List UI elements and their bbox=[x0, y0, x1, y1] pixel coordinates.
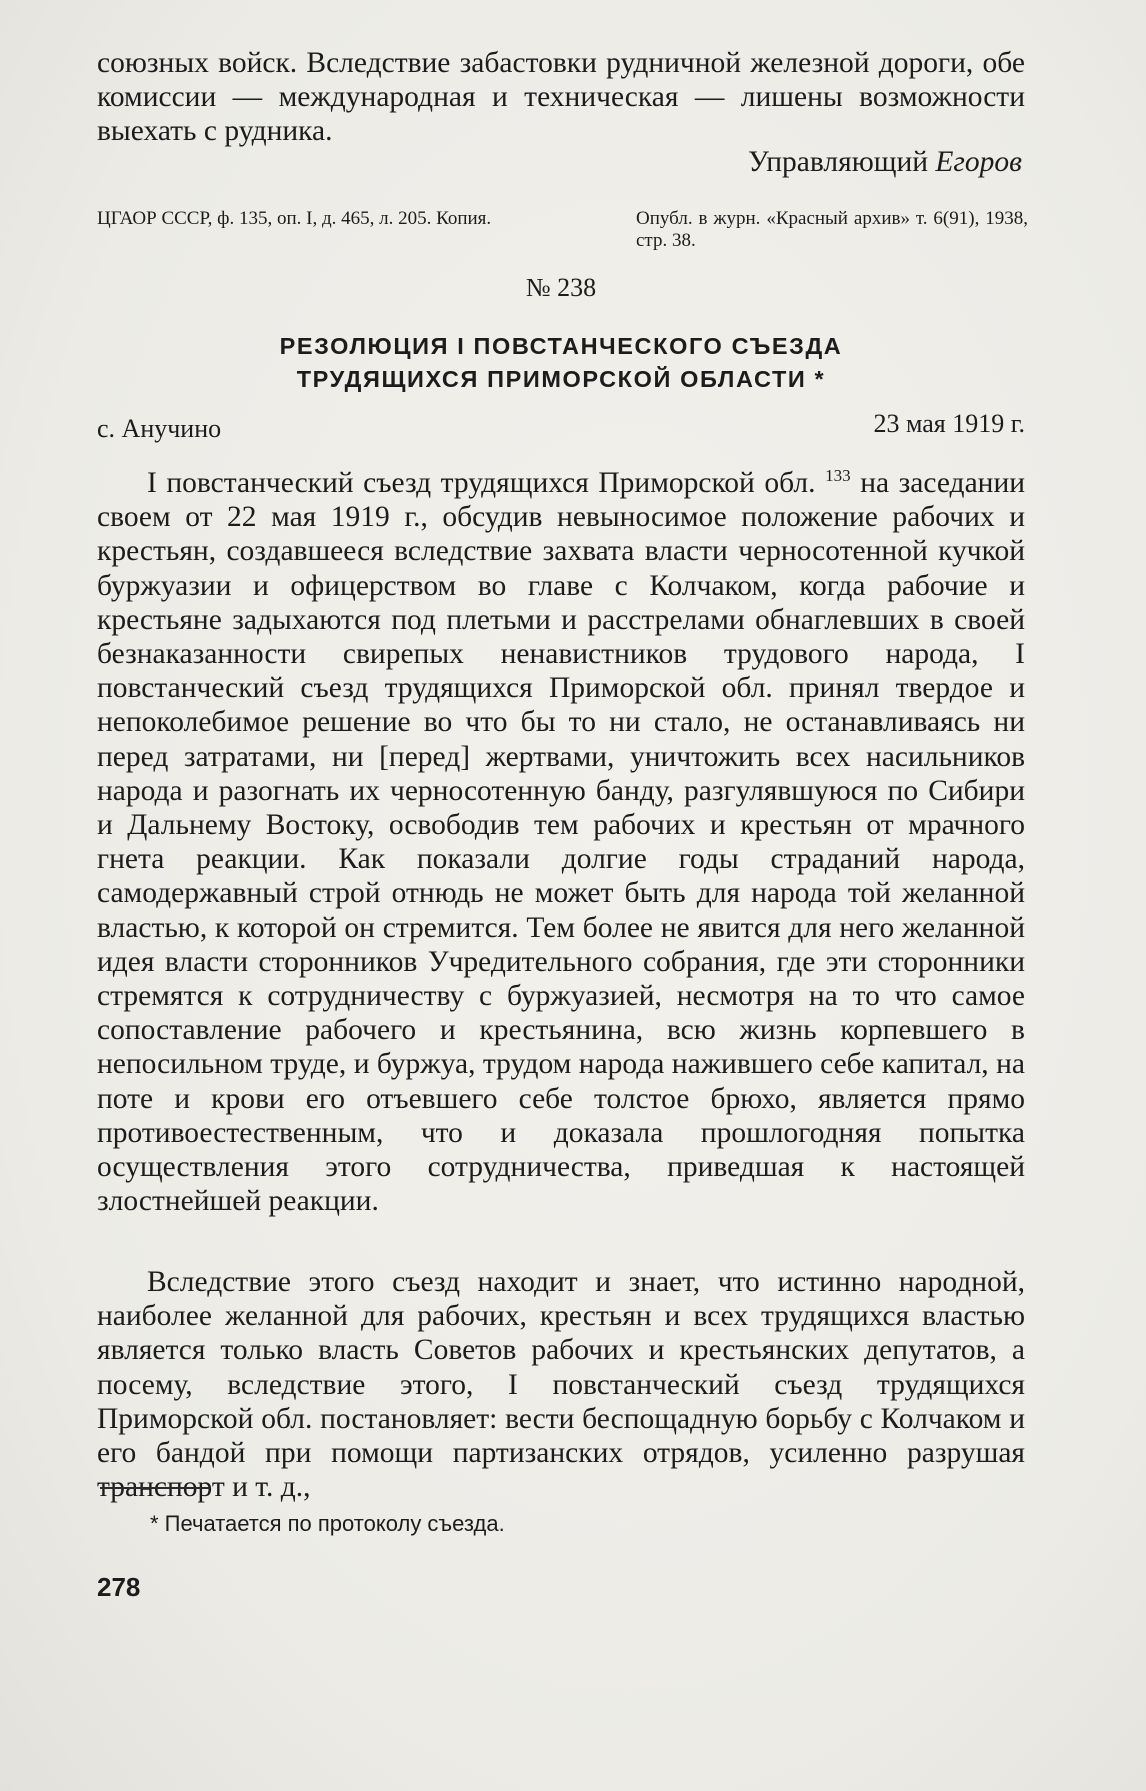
reference-mark: 133 bbox=[825, 466, 851, 485]
title-line-2-text: ТРУДЯЩИХСЯ ПРИМОРСКОЙ ОБЛАСТИ bbox=[296, 366, 807, 392]
page-number: 278 bbox=[97, 1572, 141, 1602]
paragraph-1-rest: на заседании своем от 22 мая 1919 г., обсудив невыносимое положение рабочих и крестьян, создавшееся вследствие захвата власти черносотенной кучкой буржуазии и офицерством во главе с Колчаком, когда рабочие и крестьяне задыхаются под плетьми и расстрелами обнаглевших в своей безнаказанности свирепых ненавистников трудового народа, I повстанческий съезд трудящихся Приморской обл. принял твердое и непоколебимое решение во что бы то ни стало, не останавливаясь ни перед затратами, ни [перед] жертвами, уничтожить всех насильников народа и разогнать их черносотенную банду, разгулявшуюся по Сибири и Дальнему Востоку, освободив тем рабочих и крестьян от мрачного гнета реакции. Как показали долгие годы страданий народа, самодержавный строй отнюдь не может быть для народа той желанной властью, к которой он стремится. Тем более не явится для него желанной идея власти сторонников Учредительного собрания, где эти сторонники стремятся к сотрудничеству с буржуазией, несмотря на то что самое сопоставление рабочего и крестьянина, всю жизнь корпевшего в непосильном труде, и буржуа, трудом народа нажившего себе капитал, на поте и крови его отъевшего себе толстое брюхо, является прямо противоестественным, что и доказала прошлогодняя попытка осуществления этого сотрудничества, приведшая к настоящей злостнейшей реакции. bbox=[97, 467, 1026, 1218]
archive-source: ЦГАОР СССР, ф. 135, оп. I, д. 465, л. 205. Копия. bbox=[97, 208, 492, 229]
signature bbox=[97, 146, 1022, 179]
document-number: № 238 bbox=[525, 273, 597, 302]
title-line-2 bbox=[97, 363, 1025, 396]
paragraph-2: Вследствие этого съезд находит и знает, что истинно народной, наиболее желанной для рабочих, крестьян и всех трудящихся властью является только власть Советов рабочих и крестьянских депутатов, а посему, вследствие этого, I повстанческий съезд трудящихся Приморской обл. постановляет: вести беспощадную борьбу с Колчаком и его бандой при помощи партизанских отрядов, усиленно разрушая транспорт и т. д., bbox=[97, 1266, 1025, 1504]
footnote-divider bbox=[100, 1487, 210, 1489]
paragraph-1 bbox=[97, 466, 1025, 1218]
footnote: * Печатается по протоколу съезда. bbox=[150, 1511, 505, 1536]
document-title bbox=[97, 330, 1025, 396]
publication-source: Опубл. в журн. «Красный архив» т. 6(91), 1938, стр. 38. bbox=[636, 208, 1028, 251]
document-place: с. Анучино bbox=[97, 414, 222, 443]
paragraph-1-start: I повстанческий съезд трудящихся Приморской обл. bbox=[147, 467, 816, 499]
signature-name: Егоров bbox=[935, 146, 1022, 178]
signature-role: Управляющий bbox=[747, 146, 929, 178]
document-date: 23 мая 1919 г. bbox=[873, 409, 1025, 438]
title-footnote-mark: * bbox=[814, 366, 826, 392]
title-line-1: РЕЗОЛЮЦИЯ I ПОВСТАНЧЕСКОГО СЪЕЗДА bbox=[279, 333, 843, 359]
top-paragraph: союзных войск. Вследствие забастовки рудничной железной дороги, обе комиссии — международная и техническая — лишены возможности выехать с рудника. bbox=[97, 47, 1025, 148]
